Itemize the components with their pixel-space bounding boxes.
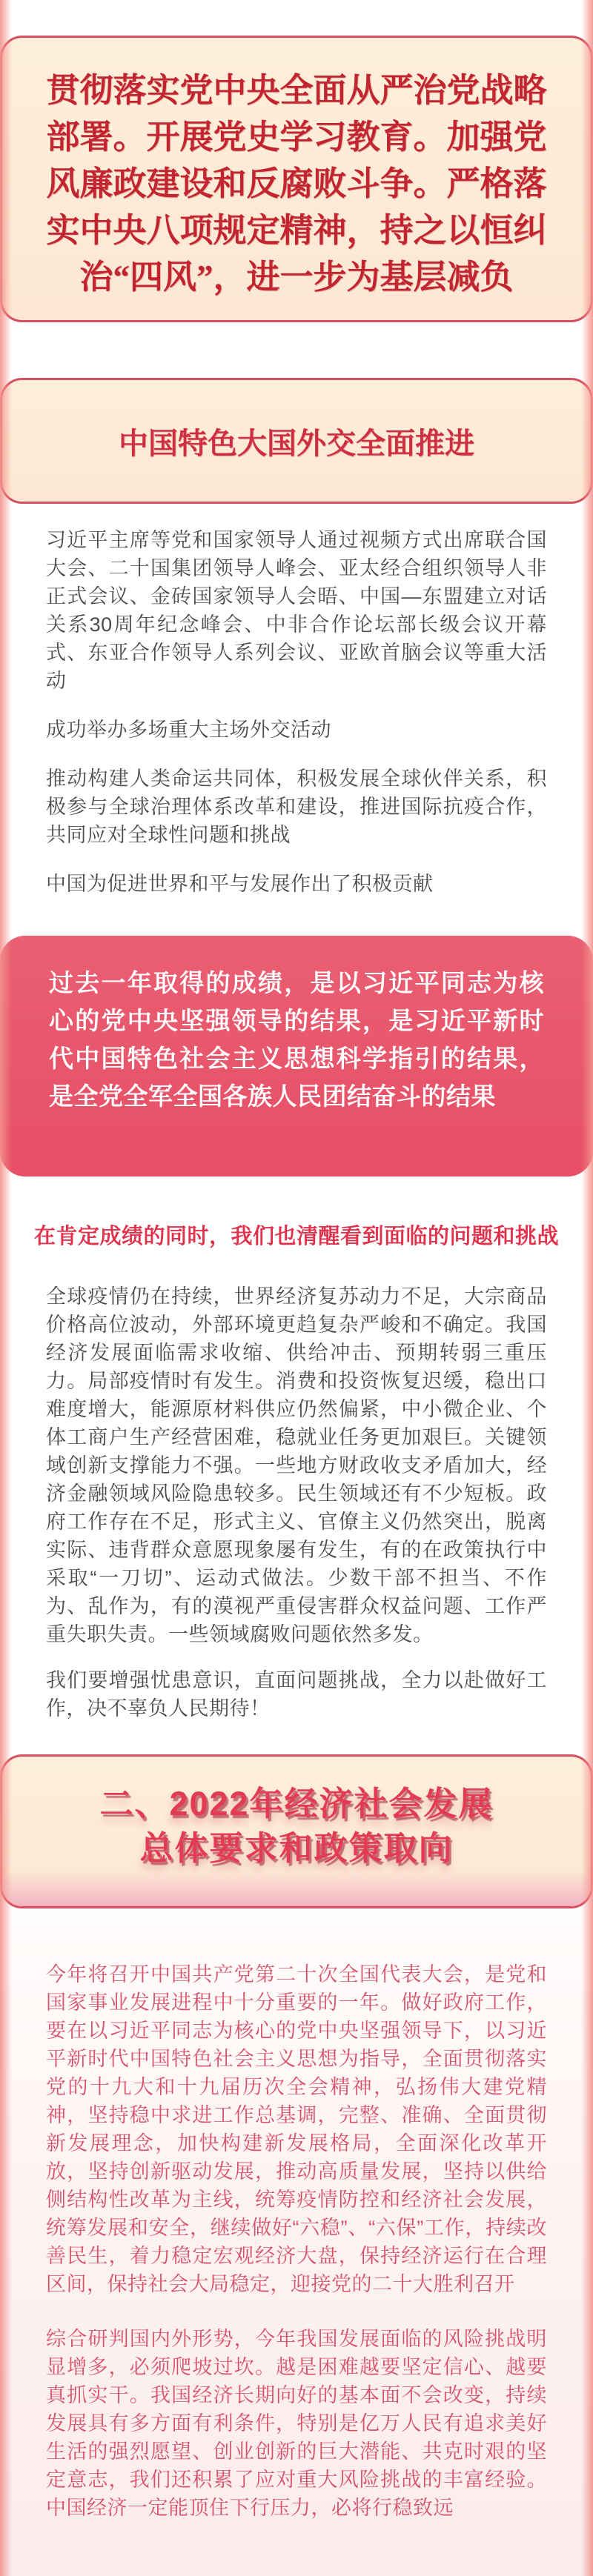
section-two-paragraph: 今年将召开中国共产党第二十次全国代表大会，是党和国家事业发展进程中十分重要的一年。做好政府工作，要在以习近平同志为核心的党中央坚强领导下，以习近平新时代中国特色社会主义思想为指导，全面贯彻落实党的十九大和十九届历次全会精神，弘扬伟大建党精神，坚持稳中求进工作总基调，完整、准确、全面贯彻新发展理念，加快构建新发展格局，全面深化改革开放，坚持创新驱动发展，推动高质量发展，坚持以供给侧结构性改革为主线，统筹疫情防控和经济社会发展，统筹发展和安全，继续做好“六稳”、“六保”工作，持续改善民生，着力稳定宏观经济大盘，保持经济运行在合理区间，保持社会大局稳定，迎接党的二十大胜利召开 <box>46 1963 547 2295</box>
diplomacy-body-section <box>0 504 593 936</box>
party-discipline-quote-card <box>0 36 593 322</box>
top-gap <box>0 0 593 36</box>
problems-section <box>0 1176 593 1754</box>
card-gap <box>0 322 593 378</box>
diplomacy-paragraph: 推动构建人类命运共同体，积极发展全球伙伴关系，积极参与全球治理体系改革和建设，推进国际抗疫合作，共同应对全球性问题和挑战 <box>46 768 547 846</box>
section-two-body <box>0 1908 593 2576</box>
diplomacy-title-text: 中国特色大国外交全面推进 <box>119 426 474 460</box>
achievements-quote-card <box>0 936 593 1176</box>
section-two-title-card <box>0 1754 593 1908</box>
problems-paragraph: 我们要增强忧患意识，直面问题挑战，全力以赴做好工作，决不辜负人民期待！ <box>46 1669 547 1720</box>
achievements-quote-text: 过去一年取得的成绩，是以习近平同志为核心的党中央坚强领导的结果，是习近平新时代中国特色社会主义思想科学指引的结果，是全党全军全国各族人民团结奋斗的结果 <box>49 969 544 1110</box>
diplomacy-title-card <box>0 378 593 504</box>
section-two-paragraph: 综合研判国内外形势，今年我国发展面临的风险挑战明显增多，必须爬坡过坎。越是困难越要坚定信心、越要真抓实干。我国经济长期向好的基本面不会改变，持续发展具有多方面有利条件，特别是亿万人民有追求美好生活的强烈愿望、创业创新的巨大潜能、共克时艰的坚定意志，我们还积累了应对重大风险挑战的丰富经验。中国经济一定能顶住下行压力，必将行稳致远 <box>46 2328 547 2519</box>
diplomacy-paragraph: 中国为促进世界和平与发展作出了积极贡献 <box>46 873 434 895</box>
problems-headline: 在肯定成绩的同时，我们也清醒看到面临的问题和挑战 <box>33 1225 559 1248</box>
section-two-title-line-2: 总体要求和政策取向 <box>139 1829 454 1867</box>
diplomacy-paragraph: 成功举办多场重大主场外交活动 <box>46 719 331 741</box>
diplomacy-paragraph: 习近平主席等党和国家领导人通过视频方式出席联合国大会、二十国集团领导人峰会、亚太经合组织领导人非正式会议、金砖国家领导人会晤、中国—东盟建立对话关系30周年纪念峰会、中非合作论坛部长级会议开幕式、东亚合作领导人系列会议、亚欧首脑会议等重大活动 <box>46 529 547 692</box>
section-two-title-line-1: 二、2022年经济社会发展 <box>99 1785 494 1823</box>
problems-paragraph: 全球疫情仍在持续，世界经济复苏动力不足，大宗商品价格高位波动，外部环境更趋复杂严峻和不确定。我国经济发展面临需求收缩、供给冲击、预期转弱三重压力。局部疫情时有发生。消费和投资恢复迟缓，稳出口难度增大，能源原材料供应仍然偏紧，中小微企业、个体工商户生产经营困难，稳就业任务更加艰巨。关键领域创新支撑能力不强。一些地方财政收支矛盾加大，经济金融领域风险隐患较多。民生领域还有不少短板。政府工作存在不足，形式主义、官僚主义仍然突出，脱离实际、违背群众意愿现象屡有发生，有的在政策执行中采取“一刀切”、运动式做法。少数干部不担当、不作为、乱作为，有的漠视严重侵害群众权益问题、工作严重失职失责。一些领域腐败问题依然多发。 <box>46 1285 547 1645</box>
party-discipline-quote-text: 贯彻落实党中央全面从严治党战略部署。开展党史学习教育。加强党风廉政建设和反腐败斗争。严格落实中央八项规定精神，持之以恒纠治“四风”，进一步为基层减负 <box>46 72 547 296</box>
